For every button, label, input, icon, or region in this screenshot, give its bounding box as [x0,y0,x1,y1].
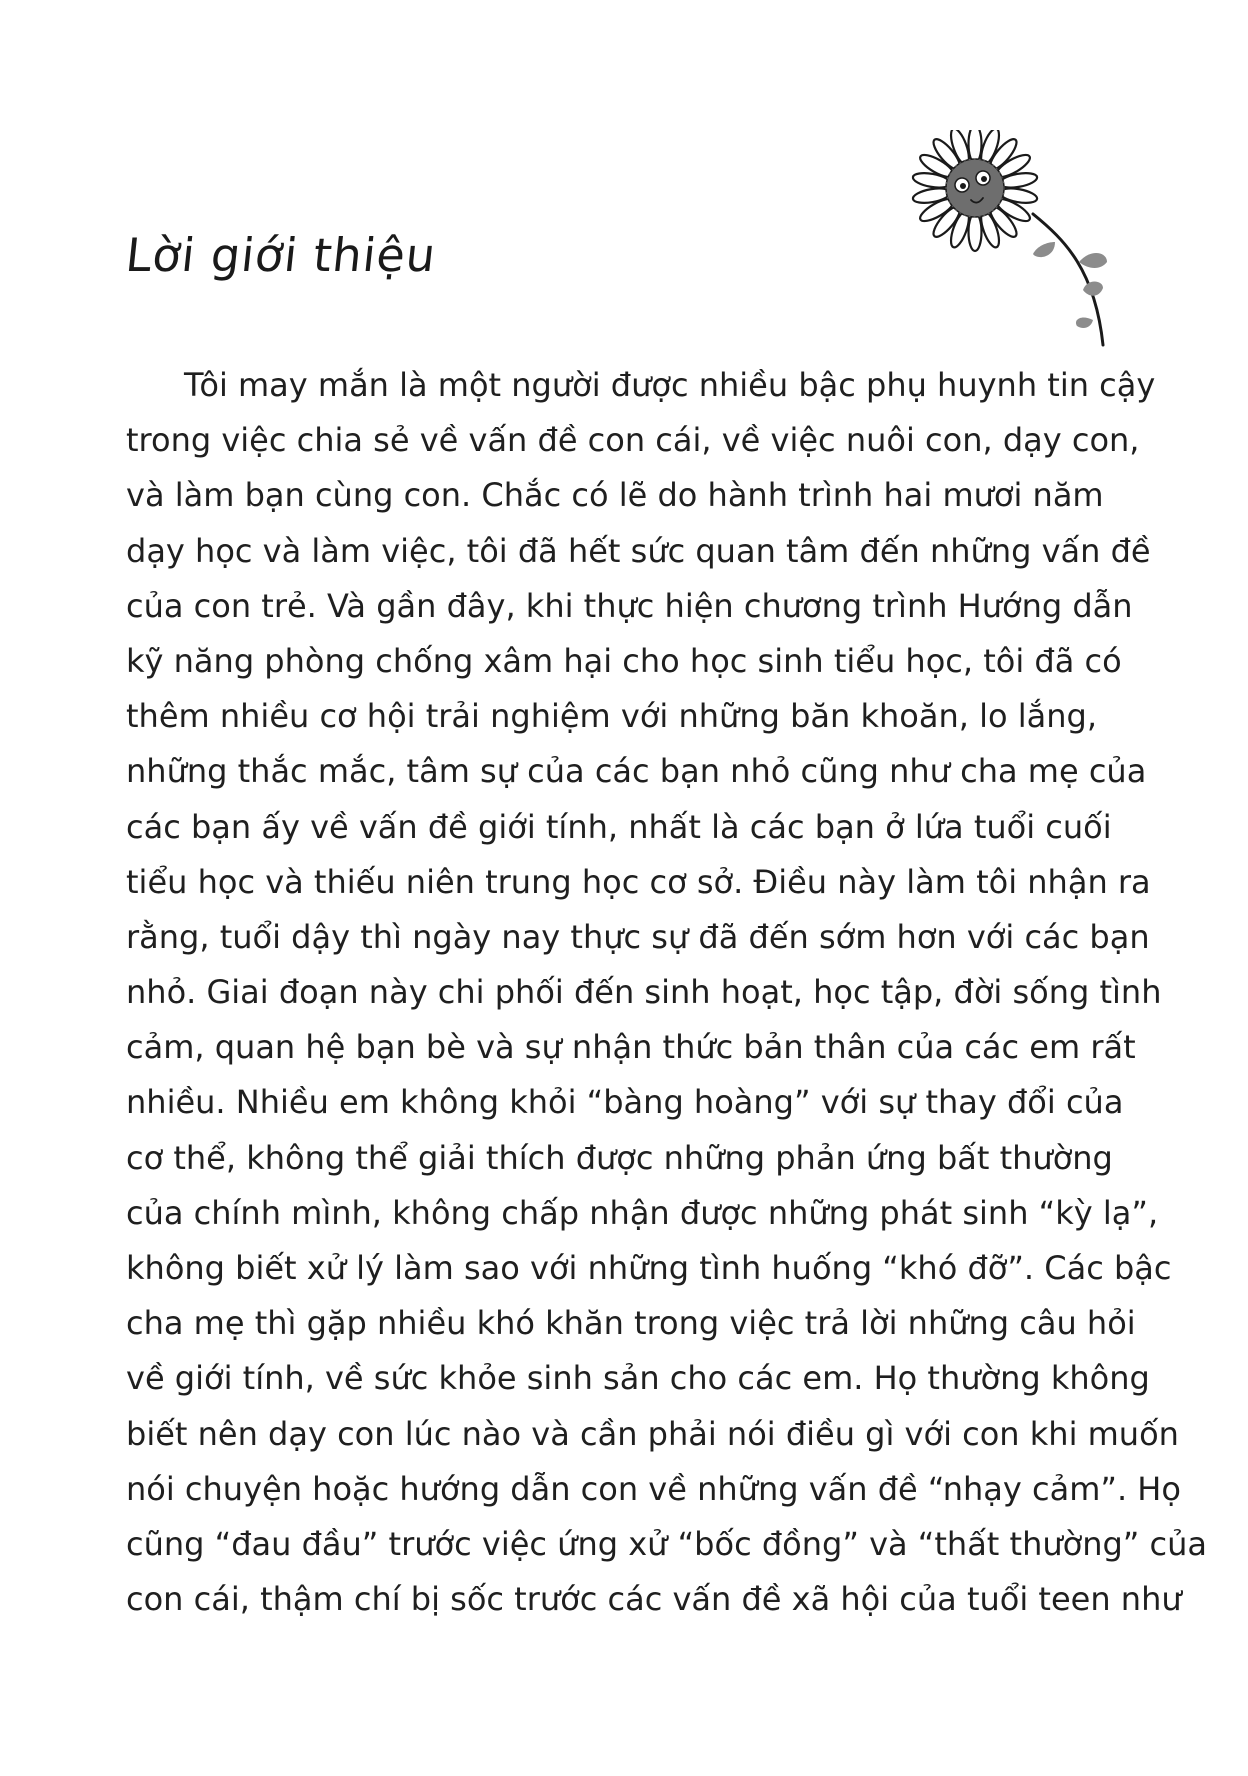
paragraph-line: kỹ năng phòng chống xâm hại cho học sinh tiểu học, tôi đã có [126,641,1122,680]
paragraph-line: nhỏ. Giai đoạn này chi phối đến sinh hoạt, học tập, đời sống tình [126,973,1162,1012]
paragraph-line: cũng “đau đầu” trước việc ứng xử “bốc đồng” và “thất thường” của [126,1524,1208,1563]
paragraph-line: Tôi may mắn là một người được nhiều bậc phụ huynh tin cậy [184,366,1156,404]
paragraph-line: của con trẻ. Và gần đây, khi thực hiện chương trình Hướng dẫn [126,586,1133,625]
paragraph-line: trong việc chia sẻ về vấn đề con cái, về việc nuôi con, dạy con, [126,421,1140,460]
paragraph-line: nói chuyện hoặc hướng dẫn con về những vấn đề “nhạy cảm”. Họ [126,1469,1181,1508]
paragraph-line: và làm bạn cùng con. Chắc có lẽ do hành trình hai mươi năm [126,476,1104,515]
paragraph-line: không biết xử lý làm sao với những tình huống “khó đỡ”. Các bậc [126,1249,1172,1287]
paragraph-line: của chính mình, không chấp nhận được những phát sinh “kỳ lạ”, [126,1193,1159,1232]
paragraph-line: thêm nhiều cơ hội trải nghiệm với những băn khoăn, lo lắng, [126,697,1097,736]
paragraph-line: những thắc mắc, tâm sự của các bạn nhỏ cũng như cha mẹ của [126,752,1147,791]
smiling-flower-icon [905,130,1135,350]
paragraph-line: về giới tính, về sức khỏe sinh sản cho các em. Họ thường không [126,1359,1150,1398]
flower-petal [969,213,982,251]
paragraph-line: biết nên dạy con lúc nào và cần phải nói điều gì với con khi muốn [126,1414,1179,1453]
paragraph-line: tiểu học và thiếu niên trung học cơ sở. Điều này làm tôi nhận ra [126,862,1151,901]
paragraph-line: cha mẹ thì gặp nhiều khó khăn trong việc trả lời những câu hỏi [126,1304,1136,1343]
paragraph-line: nhiều. Nhiều em không khỏi “bàng hoàng” với sự thay đổi của [126,1083,1124,1122]
paragraph-line: rằng, tuổi dậy thì ngày nay thực sự đã đến sớm hơn với các bạn [126,917,1150,956]
intro-paragraph [126,358,1208,1627]
flower-petal [969,130,982,163]
paragraph-line: dạy học và làm việc, tôi đã hết sức quan tâm đến những vấn đề [126,531,1151,570]
paragraph-line: các bạn ấy về vấn đề giới tính, nhất là các bạn ở lứa tuổi cuối [126,807,1112,846]
paragraph-line: con cái, thậm chí bị sốc trước các vấn đề xã hội của tuổi teen như [126,1580,1182,1619]
paragraph-line: cảm, quan hệ bạn bè và sự nhận thức bản thân của các em rất [126,1028,1136,1067]
page-title: Lời giới thiệu [123,228,439,282]
paragraph-line: cơ thể, không thể giải thích được những phản ứng bất thường [126,1138,1113,1177]
